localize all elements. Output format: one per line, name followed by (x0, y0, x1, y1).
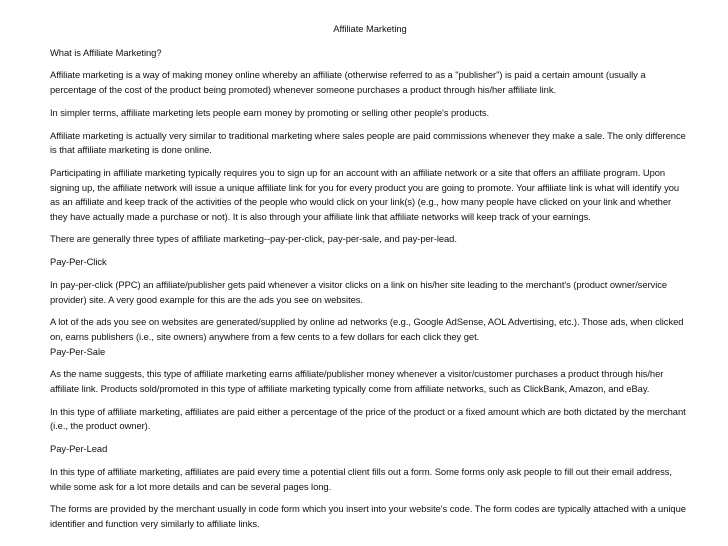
paragraph-pps: As the name suggests, this type of affiliate marketing earns affiliate/publisher money whenever a visitor/customer purchases a product through his/her affiliate link. Products sold/promoted in this type of affiliate marketing typically come from affiliate networks, such as ClickBank, Amazon, and eBay. (50, 368, 664, 394)
paragraph-ad-networks: A lot of the ads you see on websites are generated/supplied by online ad networks (e.g., Google AdSense, AOL Advertising, etc.). Those ads, when clicked on, earns publishers (i.e., site owners) anywhere from a few cents to a few dollars for each click they get. (50, 316, 684, 342)
paragraph-traditional: Affiliate marketing is actually very similar to traditional marketing where sales people are paid commissions whenever they make a sale. The only difference is that affiliate marketing is done online. (50, 129, 686, 156)
paragraph-forms: The forms are provided by the merchant usually in code form which you insert into your website's code. The form codes are typically attached with a unique identifier and function very similarly to affiliate links. (50, 503, 686, 529)
heading-pay-per-click: Pay-Per-Click (50, 256, 107, 268)
heading-pay-per-sale: Pay-Per-Sale (50, 345, 106, 357)
heading-pay-per-lead: Pay-Per-Lead (50, 443, 108, 455)
paragraph-simpler-terms: In simpler terms, affiliate marketing lets people earn money by promoting or selling other people's products. (50, 106, 490, 118)
paragraph-ppc: In pay-per-click (PPC) an affiliate/publisher gets paid whenever a visitor clicks on a link on his/her site leading to the merchant's (product owner/service provider) site. A very good example for this are the ads you see on websites. (50, 279, 668, 305)
heading-what-is: What is Affiliate Marketing? (50, 46, 162, 58)
paragraph-three-types: There are generally three types of affiliate marketing--pay-per-click, pay-per-sale, and pay-per-lead. (50, 233, 457, 245)
paragraph-pps-payment: In this type of affiliate marketing, affiliates are paid either a percentage of the price of the product or a fixed amount which are both dictated by the merchant (i.e., the product owner). (50, 405, 686, 432)
document-page (50, 22, 690, 540)
paragraph-participating: Participating in affiliate marketing typically requires you to sign up for an account with an affiliate network or a site that offers an affiliate program. Upon signing up, the affiliate network will issue a unique affiliate link for you for every product you are going to promote. Your affiliate link is what will identify you as an affiliate and keep track of the activities of the people who would click on your link(s) (e.g., how many people have clicked on your link and whether they have actually made a purchase or not). It is also through your affiliate link that affiliate networks will keep track of your earnings. (50, 166, 680, 222)
document-title: Affiliate Marketing (333, 23, 407, 34)
paragraph-definition: Affiliate marketing is a way of making money online whereby an affiliate (otherwise referred to as a "publisher") is paid a certain amount (usually a percentage of the cost of the product being promoted) whenever someone purchases a product through his/her affiliate link. (50, 69, 646, 95)
paragraph-ppl: In this type of affiliate marketing, affiliates are paid every time a potential client fills out a form. Some forms only ask people to fill out their email address, while some ask for a lot more details and can be several pages long. (50, 465, 672, 492)
